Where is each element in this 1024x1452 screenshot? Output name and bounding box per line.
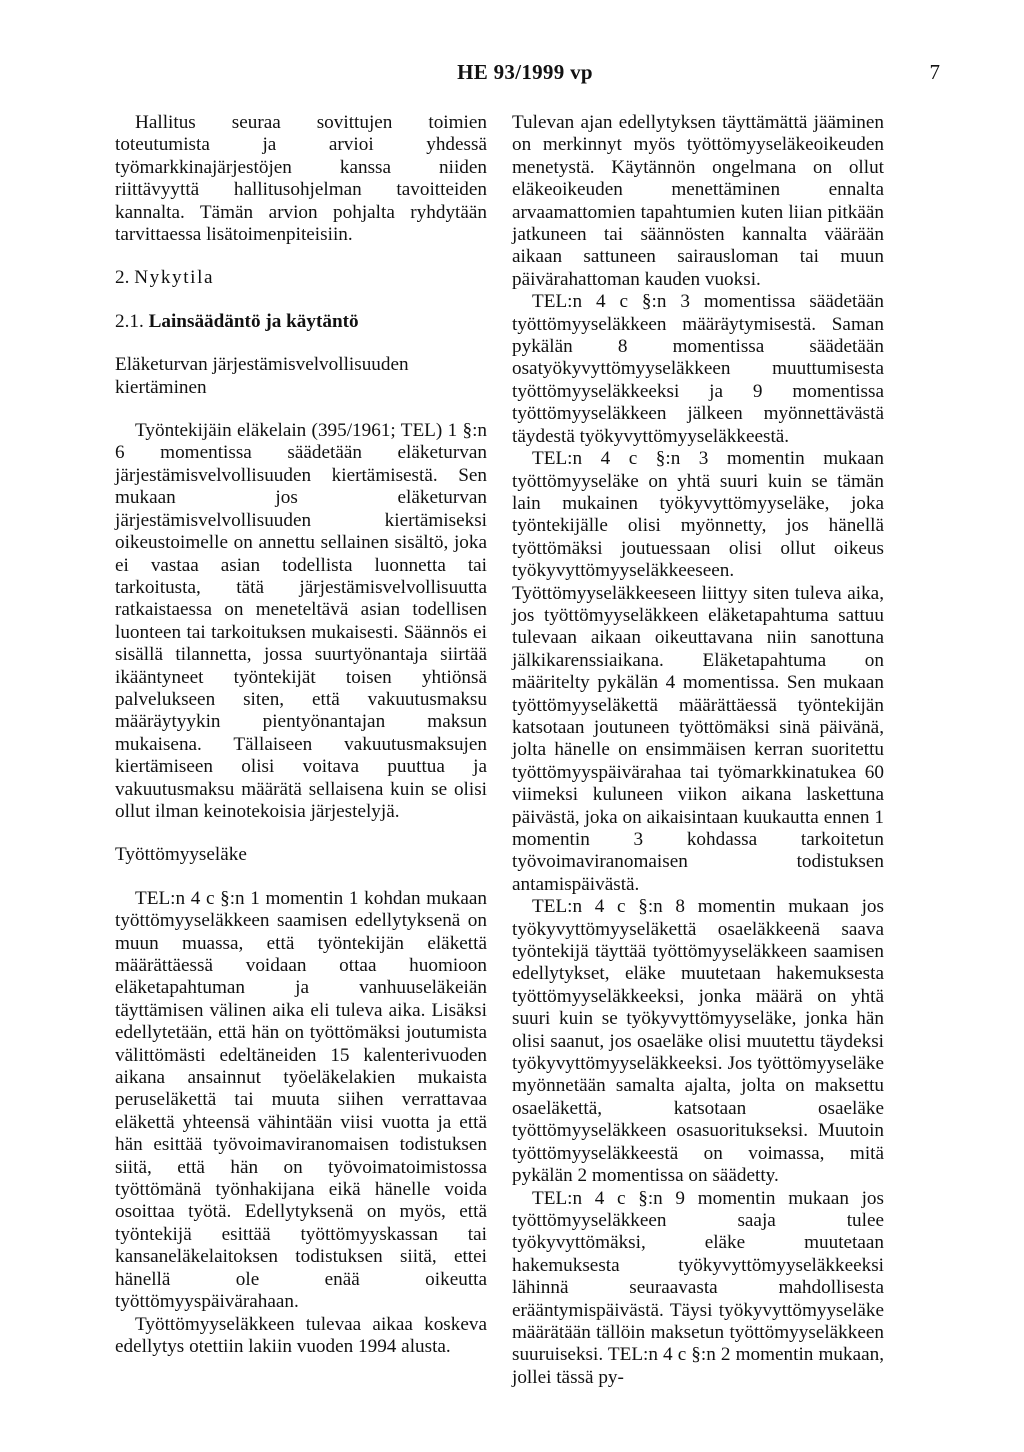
body-paragraph: TEL:n 4 c §:n 8 momentin mukaan jos työkyvyttömyyseläkettä osaeläkkeenä saava työntekijä täyttää työttömyyseläkkeen saamisen edellytykset, eläke muutetaan hakemuksesta työttömyyseläkkeeksi, jonka määrä on yhtä suuri kuin se työkyvyttömyyseläke, jonka hän olisi saanut, jos osaeläke olisi muutettu täydeksi työkyvyttömyyseläkkeeksi. Jos työttömyyseläke myönnetään samalta ajalta, jolta on maksettu osaeläkettä, katsotaan osaeläke työttömyyseläkkeen osasuoritukseksi. Muutoin työttömyyseläkkeestä on voimassa, mitä pykälän 2 momentissa on säädetty.: [512, 896, 884, 1187]
section-title: Nykytila: [134, 267, 215, 289]
page-number: 7: [929, 60, 940, 84]
body-paragraph: TEL:n 4 c §:n 3 momentin mukaan työttömyyseläke on yhtä suuri kuin se tämän lain mukainen työkyvyttömyyseläke, joka työntekijälle olisi myönnetty, jos hänellä työttömäksi joutuessaan olisi ollut oikeus työkyvyttömyyseläkkeeseen. Työttömyyseläkkeeseen liittyy siten tuleva aika, jos työttömyyseläkkeen eläketapahtuma sattuu tulevaan aikaan oikeuttavana niin sanottuna jälkikarenssiaikana. Eläketapahtuma on määritelty pykälän 4 momentissa. Sen mukaan työttömyyseläkettä määrättäessä työntekijän katsotaan joutuneen työttömäksi sinä päivänä, jolta hänelle on ensimmäisen kerran suoritettu työttömyyspäivärahaa tai työmarkkinatukea 60 viimeksi kuluneen viikon aikana laskettuna päivästä, joka on aikaisintaan kuukautta ennen 1 momentin 3 kohdassa tarkoitetun työvoimaviranomaisen todistuksen antamispäivästä.: [512, 448, 884, 895]
subsection-heading: [115, 311, 487, 333]
topic-heading-unemployment-pension: Työttömyyseläke: [115, 844, 247, 866]
body-paragraph: Tulevan ajan edellytyksen täyttämättä jääminen on merkinnyt myös työttömyyseläkeoikeuden menetystä. Käytännön ongelmana on ollut eläkeoikeuden menettäminen ennalta arvaamattomien tapahtumien kuten liian pitkään jatkuneen tai säännösten kannalta väärään aikaan sattuneen sairausloman tai muun päivärahattoman kauden vuoksi.: [512, 112, 884, 290]
body-paragraph: TEL:n 4 c §:n 3 momentissa säädetään työttömyyseläkkeen määräytymisestä. Saman pykälän 8 momentissa säädetään osatyökyvyttömyyseläkkeen muuttumisesta työttömyyseläkkeeksi ja 9 momentissa työttömyyseläkkeen jälkeen myönnettävästä täydestä työkyvyttömyyseläkkeestä.: [512, 291, 884, 447]
body-paragraph: Työttömyyseläkkeen tulevaa aikaa koskeva edellytys otettiin lakiin vuoden 1994 alusta.: [115, 1313, 487, 1357]
left-column: [115, 112, 487, 1358]
right-column: [512, 112, 884, 1389]
body-paragraph: Työntekijäin eläkelain (395/1961; TEL) 1 §:n 6 momentissa säädetään eläketurvan järjestämisvelvollisuuden kiertämisestä. Sen mukaan jos eläketurvan järjestämisvelvollisuuden kiertämiseksi oikeustoimelle on annettu sellainen sisältö, joka ei vastaa asian todellista luonnetta tai tarkoitusta, tätä järjestämisvelvollisuutta ratkaistaessa on meneteltävä asian todellisen luonteen tai tarkoituksen mukaisesti. Säännös ei sisällä tilannetta, jossa suurtyönantaja siirtää ikääntyneet työntekijät toisen yhtiönsä palvelukseen siten, että vakuutusmaksu määräytyykin pientyönantajan maksun mukaisena. Tällaiseen vakuutusmaksujen kiertämiseen olisi voitava puuttua ja vakuutusmaksu määrätä sellaisena kuin se olisi ollut ilman keinotekoisia järjestelyjä.: [115, 420, 487, 822]
section-heading: [115, 267, 487, 289]
body-paragraph: TEL:n 4 c §:n 9 momentin mukaan jos työttömyyseläkkeen saaja tulee työkyvyttömäksi, eläke muutetaan hakemuksesta työkyvyttömyyseläkkeeksi lähinnä seuraavasta mahdollisesta erääntymispäivästä. Täysi työkyvyttömyyseläke määrätään tällöin maksetun työttömyyseläkkeen suuruiseksi. TEL:n 4 c §:n 2 momentin mukaan, jollei tässä py-: [512, 1187, 884, 1388]
intro-paragraph: Hallitus seuraa sovittujen toimien toteutumista ja arvioi yhdessä työmarkkinajärjestöjen kanssa niiden riittävyyttä hallitusohjelman tavoitteiden kannalta. Tämän arvion pohjalta ryhdytään tarvittaessa lisätoimenpiteisiin.: [115, 112, 487, 246]
subsection-title: Lainsäädäntö ja käytäntö: [148, 310, 359, 332]
section-number: 2.: [115, 267, 130, 289]
topic-heading-circumvention: Eläketurvan järjestämisvelvollisuuden kiertäminen: [115, 354, 409, 398]
page-header: [110, 60, 940, 90]
body-paragraph: TEL:n 4 c §:n 1 momentin 1 kohdan mukaan työttömyyseläkkeen saamisen edellytyksenä on muun muassa, että työntekijän eläkettä määrättäessä voidaan ottaa huomioon eläketapahtuman ja vanhuuseläkeiän täyttämisen välinen aika eli tuleva aika. Lisäksi edellytetään, että hän on työttömäksi joutumista välittömästi edeltäneiden 15 kalenterivuoden aikana ansainnut työeläkelakien mukaista peruseläkettä tai muuta siihen verrattavaa eläkettä yhteensä vähintään viisi vuotta ja että hän esittää työvoimaviranomaisen todistuksen siitä, että hän on työvoimatoimistossa työttömänä työnhakijana eikä hänelle voida osoittaa työtä. Edellytyksenä on myös, että työntekijä esittää työttömyyskassan tai kansaneläkelaitoksen todistuksen siitä, ettei hänellä ole enää oikeutta työttömyyspäivärahaan.: [115, 887, 487, 1313]
document-id: HE 93/1999 vp: [457, 60, 593, 84]
subsection-number: 2.1.: [115, 310, 144, 332]
